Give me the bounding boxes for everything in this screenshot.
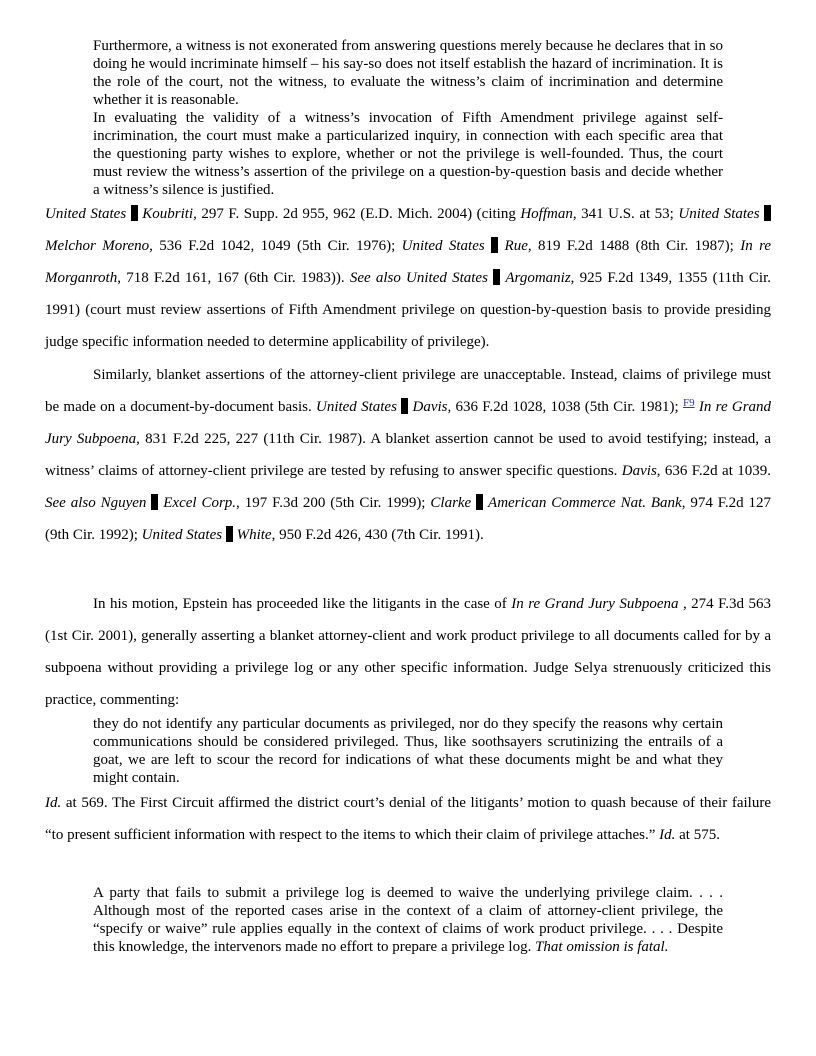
case-name: United States <box>141 527 223 543</box>
footnote-link[interactable]: F9 <box>682 397 695 409</box>
case-name: Argomaniz <box>505 270 571 286</box>
block-quote-selya <box>93 715 723 787</box>
redaction-mark <box>131 205 138 221</box>
block-quote-privilege-log <box>93 884 723 956</box>
case-name: In re Grand Jury Subpoena <box>511 596 679 612</box>
case-name: White <box>236 527 272 543</box>
citation-text: , 831 F.2d 225, 227 (11th Cir. 1987). A blanket assertion cannot be used to avoid testifying; instead, a witness’ claims of attorney-client privilege are tested by refusing to answer specific questions. <box>45 431 771 479</box>
redaction-mark <box>491 237 498 253</box>
citation-text: , 925 F.2d 1349, 1355 (11th Cir. 1991) (court must review assertions of Fifth Amendment privilege on question-by-question basis to provide presiding judge specific information needed to determine applicability of privilege). <box>45 270 772 350</box>
motion-paragraph <box>45 588 771 716</box>
case-name: Id. <box>659 827 676 843</box>
case-name: Excel Corp. <box>163 495 237 511</box>
citation-text: , 297 F. Supp. 2d 955, 962 (E.D. Mich. 2004) (citing <box>193 206 521 222</box>
citation-text: , 974 F.2d 127 (9th Cir. 1992); <box>45 495 772 543</box>
case-name: See also Nguyen <box>45 495 147 511</box>
case-name: Davis <box>621 463 657 479</box>
body-text: In his motion, Epstein has proceeded like the litigants in the case of <box>93 596 512 612</box>
case-name: In re Morganroth <box>45 238 772 286</box>
first-circuit-paragraph <box>45 787 771 851</box>
case-name: United States <box>45 206 127 222</box>
redaction-mark <box>226 526 233 542</box>
citation-text: , 536 F.2d 1042, 1049 (5th Cir. 1976); <box>149 238 402 254</box>
attorney-client-paragraph <box>45 359 771 551</box>
case-name: Melchor Moreno <box>45 238 150 254</box>
case-name: United States <box>401 238 485 254</box>
citation-text: , 197 F.3d 200 (5th Cir. 1999); <box>236 495 431 511</box>
case-name: Rue <box>504 238 528 254</box>
case-name: Hoffman <box>520 206 573 222</box>
case-name: See also United States <box>349 270 488 286</box>
body-text: Similarly, blanket assertions of the attorney-client privilege are unacceptable. Instead, claims of privilege must be made on a document-by-document basis. <box>45 367 771 415</box>
case-name: United States <box>315 399 397 415</box>
case-name: Clarke <box>430 495 472 511</box>
redaction-mark <box>151 494 158 510</box>
quote-emphasis: That omission is fatal. <box>535 939 669 955</box>
case-name: American Commerce Nat. Bank <box>488 495 682 511</box>
body-text: at 569. The First Circuit affirmed the district court’s denial of the litigants’ motion to quash because of their failure “to present sufficient information with respect to the items to which their claim of privilege attaches.” <box>45 795 771 843</box>
citation-text: , 341 U.S. at 53; <box>572 206 679 222</box>
block-quote-fifth-amendment <box>93 37 723 199</box>
quote-text: A party that fails to submit a privilege log is deemed to waive the underlying privilege claim. . . . Although most of the reported cases arise in the context of a claim of attorney-client privilege, the “specify or waive” rule applies equally in the context of claims of work product privilege. . . . Despite this knowledge, the intervenors made no effort to prepare a privilege log. <box>93 885 723 955</box>
quote-paragraph: In evaluating the validity of a witness’s invocation of Fifth Amendment privilege against self-incrimination, the court must make a particularized inquiry, in connection with each specific area that the questioning party wishes to explore, whether or not the privilege is well-founded. Thus, the court must review the witness’s assertion of the privilege on a question-by-question basis and decide whether a witness’s silence is justified. <box>93 110 723 198</box>
citation-text: , 819 F.2d 1488 (8th Cir. 1987); <box>527 238 741 254</box>
case-name: Id. <box>45 795 62 811</box>
case-name: United States <box>678 206 760 222</box>
citation-text: , 718 F.2d 161, 167 (6th Cir. 1983)). <box>117 270 350 286</box>
redaction-mark <box>476 494 483 510</box>
body-text: , 274 F.3d 563 (1st Cir. 2001), generally asserting a blanket attorney-client and work product privilege to all documents called for by a subpoena without providing a privilege log or any other specific information. Judge Selya strenuously criticized this practice, commenting: <box>45 596 771 708</box>
case-name: Davis <box>412 399 448 415</box>
citation-text: , 636 F.2d 1028, 1038 (5th Cir. 1981); <box>447 399 683 415</box>
quote-paragraph: Furthermore, a witness is not exonerated from answering questions merely because he declares that in so doing he would incriminate himself – his say-so does not itself establish the hazard of incrimination. It is the role of the court, not the witness, to evaluate the witness’s claim of incrimination and determine whether it is reasonable. <box>93 38 723 108</box>
citation-text: , 950 F.2d 426, 430 (7th Cir. 1991). <box>271 527 484 543</box>
redaction-mark <box>764 205 771 221</box>
redaction-mark <box>493 269 500 285</box>
citation-text: , 636 F.2d at 1039. <box>656 463 771 479</box>
citation-paragraph <box>45 198 771 358</box>
quote-paragraph: they do not identify any particular documents as privileged, nor do they specify the reasons why certain communications should be considered privileged. Thus, like soothsayers scrutinizing the entrails of a goat, we are left to scour the record for indications of what these documents might be and what they might contain. <box>93 716 723 786</box>
body-text: at 575. <box>675 827 720 843</box>
redaction-mark <box>401 398 408 414</box>
case-name: In re Grand Jury Subpoena <box>45 399 772 447</box>
case-name: Koubriti <box>142 206 194 222</box>
